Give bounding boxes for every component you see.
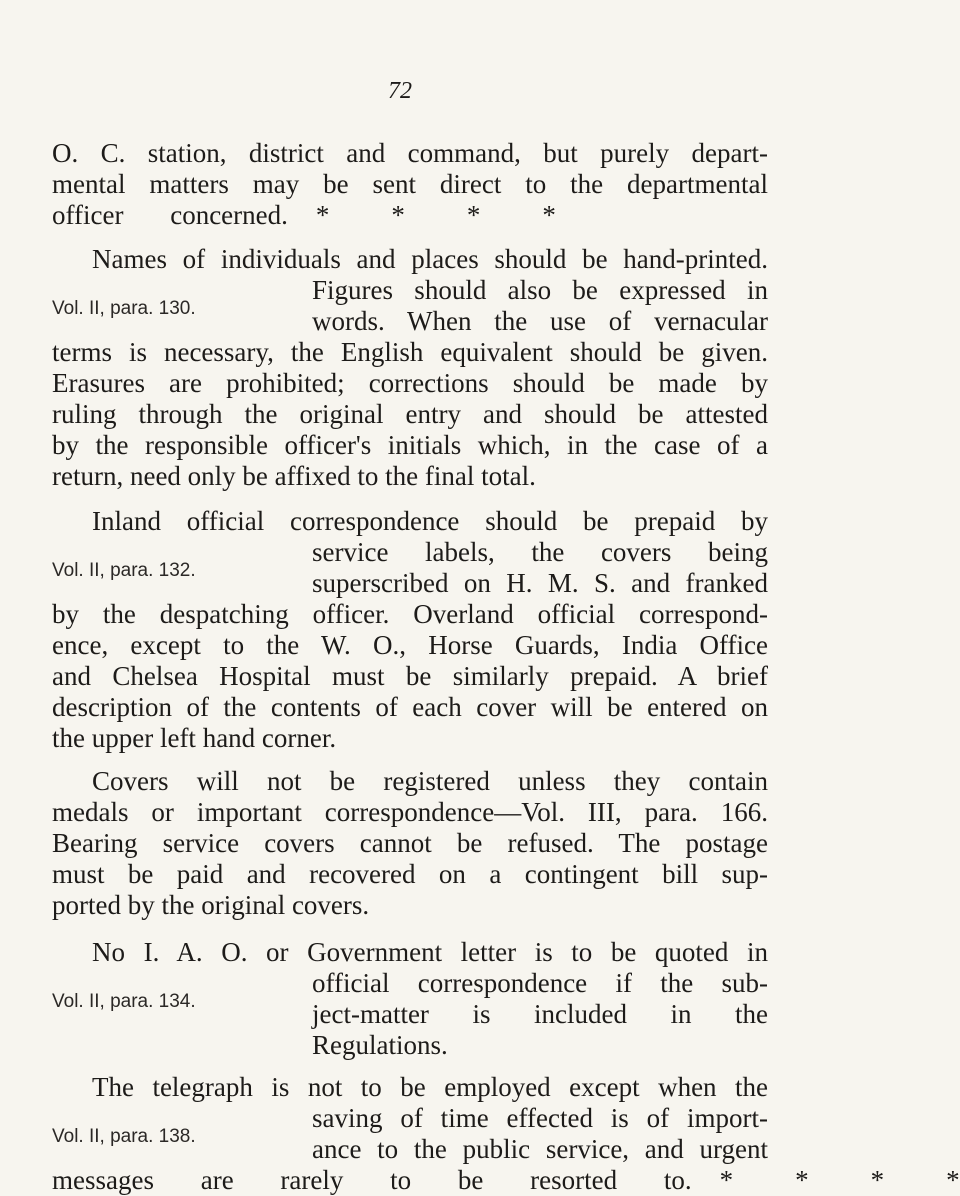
text-line: must be paid and recovered on a contingent bill sup-: [52, 859, 768, 889]
text-line: O. C. station, district and command, but purely depart-: [52, 138, 768, 168]
margin-reference: Vol. II, para. 132.: [52, 560, 196, 581]
asterisk-mark: *: [719, 1165, 734, 1195]
asterisk-mark: *: [466, 200, 481, 230]
asterisk-mark: *: [946, 1165, 960, 1195]
text-line: The telegraph is not to be employed except when the: [92, 1072, 768, 1102]
text-line: description of the contents of each cover will be entered on: [52, 692, 768, 722]
paragraph-iao-letter: [52, 937, 768, 1061]
margin-reference: Vol. II, para. 130.: [52, 298, 196, 319]
text-line: Inland official correspondence should be prepaid by: [92, 506, 768, 536]
text-line: Bearing service covers cannot be refused. The postage: [52, 828, 768, 858]
text-line: [52, 1165, 960, 1196]
text-line-content: officer concerned.: [52, 200, 288, 230]
asterisk-mark: *: [870, 1165, 885, 1195]
page-number: 72: [388, 78, 412, 104]
text-line: terms is necessary, the English equivalent should be given.: [52, 337, 768, 367]
text-line: Figures should also be expressed in: [312, 275, 768, 305]
paragraph-telegraph: [52, 1072, 960, 1196]
text-line: and Chelsea Hospital must be similarly prepaid. A brief: [52, 661, 768, 691]
text-line: ruling through the original entry and should be attested: [52, 399, 768, 429]
text-line: words. When the use of vernacular: [312, 306, 768, 336]
text-line: Regulations.: [312, 1030, 448, 1060]
paragraph-hand-printed: [52, 244, 768, 492]
text-line: saving of time effected is of import-: [312, 1103, 768, 1133]
text-line: ance to the public service, and urgent: [312, 1134, 768, 1164]
text-line: medals or important correspondence—Vol. III, para. 166.: [52, 797, 768, 827]
side-note-block: [52, 275, 768, 337]
side-note-block: [52, 537, 768, 599]
text-line: Names of individuals and places should be hand-printed.: [92, 244, 768, 274]
text-line: superscribed on H. M. S. and franked: [312, 568, 768, 598]
side-note-block: [52, 1103, 768, 1165]
asterisk-mark: *: [542, 200, 556, 230]
side-note-block: [52, 968, 768, 1061]
text-line-content: messages are rarely to be resorted to.: [52, 1165, 692, 1195]
asterisk-mark: *: [391, 200, 405, 230]
asterisk-mark: *: [315, 200, 330, 230]
asterisk-mark: *: [795, 1165, 809, 1195]
text-line: mental matters may be sent direct to the departmental: [52, 169, 768, 199]
text-line: service labels, the covers being: [312, 537, 768, 567]
side-note-text: [312, 1103, 768, 1165]
text-line: Covers will not be registered unless they contain: [92, 766, 768, 796]
text-line: [52, 200, 768, 231]
margin-reference: Vol. II, para. 134.: [52, 991, 196, 1012]
margin-reference: Vol. II, para. 138.: [52, 1126, 196, 1147]
paragraph-departmental-matters: [52, 138, 768, 231]
paragraph-inland-correspondence: [52, 506, 768, 754]
text-line: ence, except to the W. O., Horse Guards, India Office: [52, 630, 768, 660]
text-line: by the responsible officer's initials which, in the case of a: [52, 430, 768, 460]
side-note-text: [312, 537, 768, 599]
text-line: ported by the original covers.: [52, 890, 370, 920]
paragraph-covers-registration: [52, 766, 768, 921]
text-line: ject-matter is included in the: [312, 999, 768, 1029]
side-note-text: [312, 968, 768, 1061]
text-line: Erasures are prohibited; corrections should be made by: [52, 368, 768, 398]
text-line: the upper left hand corner.: [52, 723, 337, 753]
text-line: by the despatching officer. Overland official correspond-: [52, 599, 768, 629]
text-line: return, need only be affixed to the final total.: [52, 461, 536, 491]
text-line: No I. A. O. or Government letter is to be quoted in: [92, 937, 768, 967]
text-line: official correspondence if the sub-: [312, 968, 768, 998]
side-note-text: [312, 275, 768, 337]
